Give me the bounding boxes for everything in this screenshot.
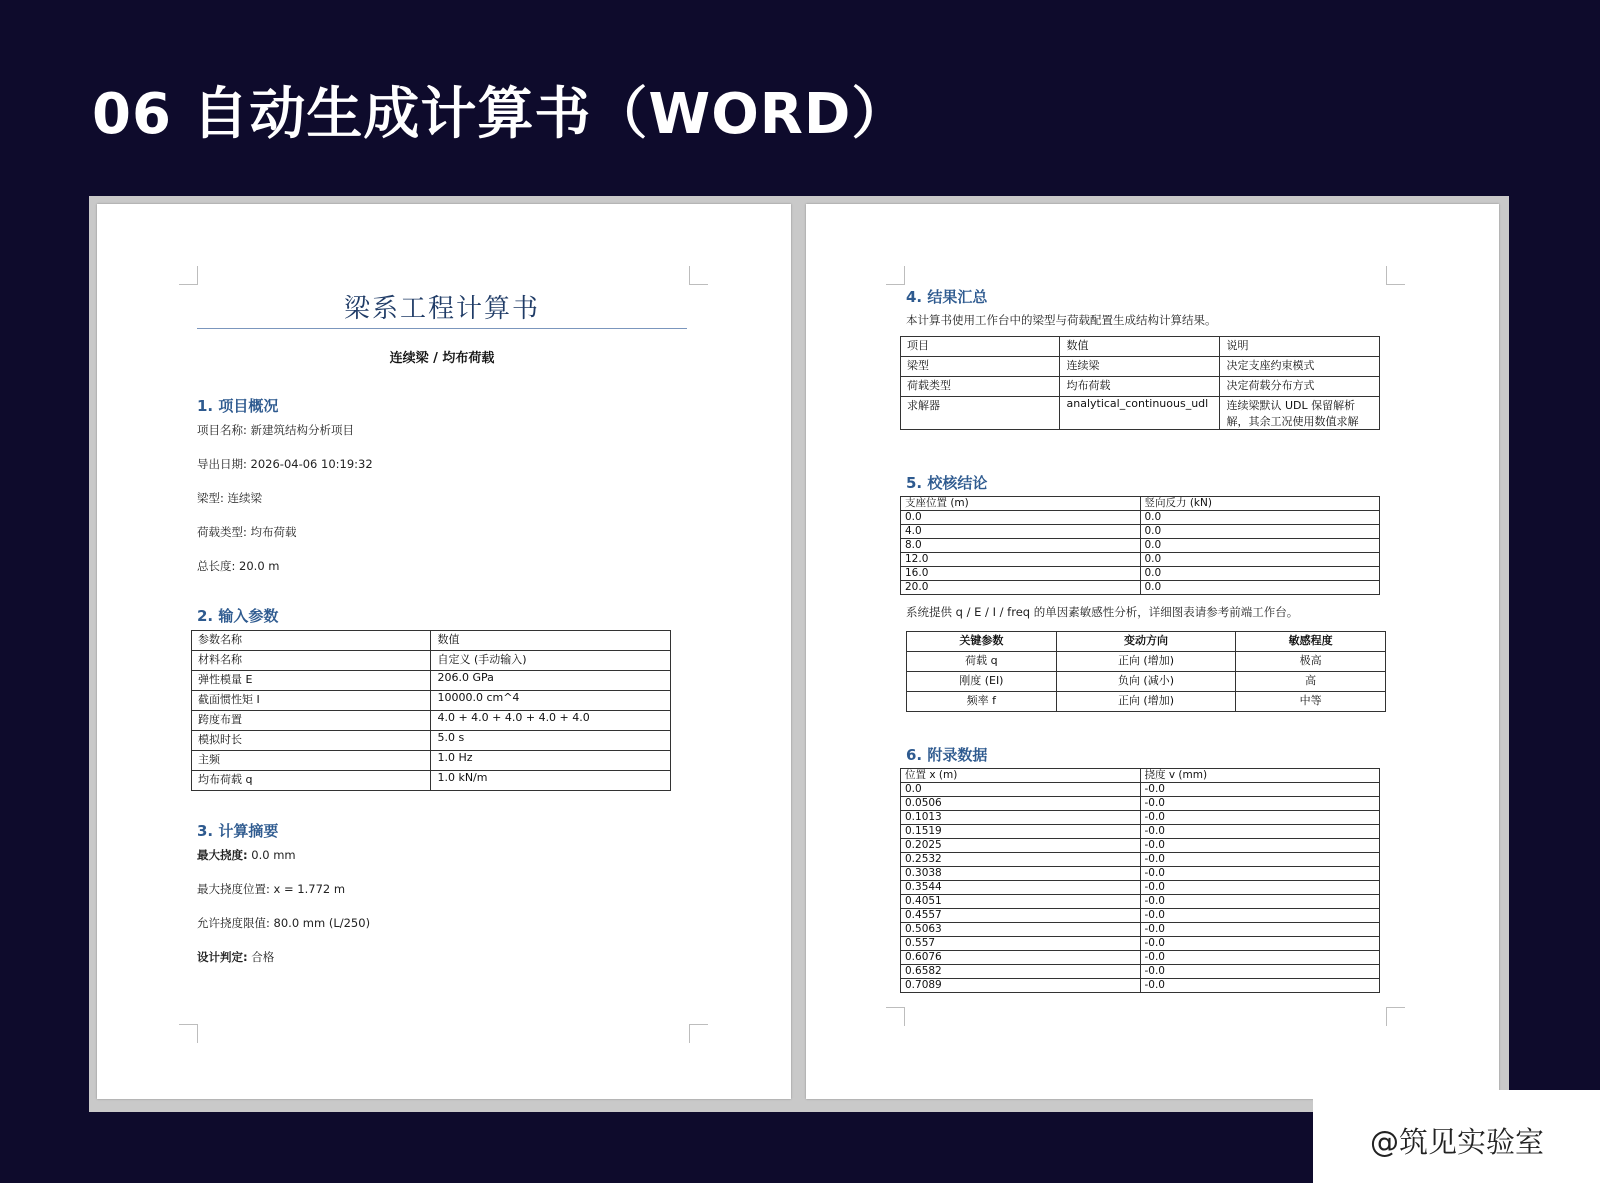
table-cell: 敏感程度 bbox=[1236, 632, 1386, 652]
document-subtitle: 连续梁 / 均布荷载 bbox=[389, 351, 495, 366]
watermark-text: @筑见实验室 bbox=[1370, 1125, 1545, 1159]
table-cell: 0.1013 bbox=[901, 811, 1141, 825]
beam-type-line: 梁型: 连续梁 bbox=[197, 491, 263, 505]
table-cell: 0.0 bbox=[1140, 539, 1380, 553]
table-cell: 位置 x (m) bbox=[901, 769, 1141, 783]
margin-mark bbox=[886, 266, 905, 285]
table-row bbox=[901, 839, 1380, 853]
table-row bbox=[901, 797, 1380, 811]
table-row bbox=[901, 923, 1380, 937]
table-row bbox=[907, 672, 1386, 692]
table-row bbox=[901, 979, 1380, 993]
table-cell: 12.0 bbox=[901, 553, 1141, 567]
appendix-data-table bbox=[900, 768, 1380, 993]
load-type-line: 荷载类型: 均布荷载 bbox=[197, 525, 297, 539]
table-cell: 荷载 q bbox=[907, 652, 1057, 672]
table-row bbox=[192, 731, 671, 751]
table-row bbox=[901, 357, 1380, 377]
table-cell: 高 bbox=[1236, 672, 1386, 692]
table-cell: 0.3544 bbox=[901, 881, 1141, 895]
table-cell: 求解器 bbox=[901, 397, 1060, 430]
table-cell: 0.0 bbox=[901, 783, 1141, 797]
table-cell: 0.5063 bbox=[901, 923, 1141, 937]
table-cell: 中等 bbox=[1236, 692, 1386, 712]
table-row bbox=[901, 525, 1380, 539]
table-cell: 0.2532 bbox=[901, 853, 1141, 867]
project-name-line: 项目名称: 新建筑结构分析项目 bbox=[197, 423, 355, 437]
watermark-box bbox=[1313, 1090, 1600, 1183]
table-cell: 0.2025 bbox=[901, 839, 1141, 853]
sensitivity-note: 系统提供 q / E / I / freq 的单因素敏感性分析，详细图表请参考前端工作台。 bbox=[906, 605, 1299, 619]
document-page-1 bbox=[97, 204, 791, 1099]
table-cell: 参数名称 bbox=[192, 631, 431, 651]
table-row bbox=[901, 377, 1380, 397]
table-cell: 荷载类型 bbox=[901, 377, 1060, 397]
section-heading: 2. 输入参数 bbox=[197, 607, 279, 625]
max-deflection-position-line: 最大挠度位置: x = 1.772 m bbox=[197, 882, 346, 896]
table-cell: 截面惯性矩 I bbox=[192, 691, 431, 711]
table-row bbox=[901, 881, 1380, 895]
table-row bbox=[901, 581, 1380, 595]
table-row bbox=[901, 825, 1380, 839]
table-cell: 决定支座约束模式 bbox=[1220, 357, 1380, 377]
table-cell: 0.0 bbox=[1140, 567, 1380, 581]
table-cell: 0.557 bbox=[901, 937, 1141, 951]
max-deflection-line bbox=[197, 847, 296, 863]
table-cell: 刚度 (EI) bbox=[907, 672, 1057, 692]
section-heading: 5. 校核结论 bbox=[906, 474, 988, 492]
support-reactions-table bbox=[900, 496, 1380, 595]
table-cell: 0.0 bbox=[1140, 553, 1380, 567]
table-cell: -0.0 bbox=[1140, 979, 1380, 993]
table-cell: 说明 bbox=[1220, 337, 1380, 357]
table-cell: 10000.0 cm^4 bbox=[431, 691, 671, 711]
table-cell: 挠度 v (mm) bbox=[1140, 769, 1380, 783]
margin-mark bbox=[1386, 1007, 1405, 1026]
table-row bbox=[901, 867, 1380, 881]
table-cell: 0.3038 bbox=[901, 867, 1141, 881]
table-cell: -0.0 bbox=[1140, 797, 1380, 811]
table-cell: 0.6582 bbox=[901, 965, 1141, 979]
table-cell: 0.0506 bbox=[901, 797, 1141, 811]
table-cell: 4.0 + 4.0 + 4.0 + 4.0 + 4.0 bbox=[431, 711, 671, 731]
table-row bbox=[192, 691, 671, 711]
table-cell: 0.7089 bbox=[901, 979, 1141, 993]
table-row bbox=[192, 651, 671, 671]
table-cell: 正向 (增加) bbox=[1056, 652, 1236, 672]
table-cell: -0.0 bbox=[1140, 881, 1380, 895]
section-heading: 6. 附录数据 bbox=[906, 746, 988, 764]
table-row bbox=[192, 751, 671, 771]
table-cell: 数值 bbox=[1060, 337, 1220, 357]
line-value: 0.0 mm bbox=[247, 848, 296, 862]
table-cell: 0.0 bbox=[1140, 525, 1380, 539]
table-cell: -0.0 bbox=[1140, 783, 1380, 797]
table-cell: 均布荷载 bbox=[1060, 377, 1220, 397]
table-header-row bbox=[192, 631, 671, 651]
table-cell: -0.0 bbox=[1140, 951, 1380, 965]
table-cell: -0.0 bbox=[1140, 853, 1380, 867]
section-heading: 4. 结果汇总 bbox=[906, 288, 988, 306]
table-row bbox=[901, 567, 1380, 581]
table-cell: 0.0 bbox=[901, 511, 1141, 525]
table-header-row bbox=[907, 632, 1386, 652]
table-row bbox=[901, 909, 1380, 923]
table-cell: -0.0 bbox=[1140, 909, 1380, 923]
table-cell: 自定义 (手动输入) bbox=[431, 651, 671, 671]
margin-mark bbox=[179, 1024, 198, 1043]
margin-mark bbox=[886, 1007, 905, 1026]
table-cell: 频率 f bbox=[907, 692, 1057, 712]
table-cell: -0.0 bbox=[1140, 923, 1380, 937]
total-length-line: 总长度: 20.0 m bbox=[197, 559, 280, 573]
table-cell: -0.0 bbox=[1140, 895, 1380, 909]
table-row bbox=[192, 711, 671, 731]
table-row bbox=[192, 771, 671, 791]
table-cell: 决定荷载分布方式 bbox=[1220, 377, 1380, 397]
table-cell: 材料名称 bbox=[192, 651, 431, 671]
table-cell: 主频 bbox=[192, 751, 431, 771]
input-params-table bbox=[191, 630, 671, 791]
table-cell: 0.4557 bbox=[901, 909, 1141, 923]
table-cell: 0.4051 bbox=[901, 895, 1141, 909]
table-cell: 梁型 bbox=[901, 357, 1060, 377]
margin-mark bbox=[689, 266, 708, 285]
table-cell: 关键参数 bbox=[907, 632, 1057, 652]
table-cell: 负向 (减小) bbox=[1056, 672, 1236, 692]
table-cell: 连续梁默认 UDL 保留解析解，其余工况使用数值求解 bbox=[1220, 397, 1380, 430]
line-value: 合格 bbox=[247, 950, 275, 964]
table-row bbox=[901, 895, 1380, 909]
table-row bbox=[901, 783, 1380, 797]
table-row bbox=[901, 937, 1380, 951]
table-cell: -0.0 bbox=[1140, 965, 1380, 979]
table-cell: 16.0 bbox=[901, 567, 1141, 581]
table-cell: 206.0 GPa bbox=[431, 671, 671, 691]
table-cell: 0.1519 bbox=[901, 825, 1141, 839]
document-page-2 bbox=[806, 204, 1499, 1099]
table-cell: 5.0 s bbox=[431, 731, 671, 751]
table-row bbox=[907, 692, 1386, 712]
allowable-deflection-line: 允许挠度限值: 80.0 mm (L/250) bbox=[197, 916, 371, 930]
table-row bbox=[901, 853, 1380, 867]
table-cell: -0.0 bbox=[1140, 811, 1380, 825]
table-row bbox=[901, 951, 1380, 965]
table-row bbox=[901, 811, 1380, 825]
table-cell: 变动方向 bbox=[1056, 632, 1236, 652]
table-cell: 支座位置 (m) bbox=[901, 497, 1141, 511]
table-cell: 20.0 bbox=[901, 581, 1141, 595]
section-heading: 3. 计算摘要 bbox=[197, 822, 279, 840]
table-cell: analytical_continuous_udl bbox=[1060, 397, 1220, 430]
table-cell: -0.0 bbox=[1140, 825, 1380, 839]
table-cell: -0.0 bbox=[1140, 937, 1380, 951]
table-cell: 跨度布置 bbox=[192, 711, 431, 731]
table-cell: 4.0 bbox=[901, 525, 1141, 539]
document-title: 梁系工程计算书 bbox=[343, 294, 540, 324]
table-cell: 8.0 bbox=[901, 539, 1141, 553]
table-cell: 正向 (增加) bbox=[1056, 692, 1236, 712]
table-row bbox=[192, 671, 671, 691]
line-label: 设计判定: bbox=[197, 950, 248, 964]
margin-mark bbox=[689, 1024, 708, 1043]
table-cell: 竖向反力 (kN) bbox=[1140, 497, 1380, 511]
results-summary-table bbox=[900, 336, 1380, 430]
line-label: 最大挠度: bbox=[197, 848, 248, 862]
sensitivity-table bbox=[906, 631, 1386, 712]
results-intro: 本计算书使用工作台中的梁型与荷载配置生成结构计算结果。 bbox=[906, 313, 1217, 327]
table-cell: 0.6076 bbox=[901, 951, 1141, 965]
table-cell: 1.0 Hz bbox=[431, 751, 671, 771]
design-verdict-line bbox=[197, 949, 274, 965]
table-cell: -0.0 bbox=[1140, 867, 1380, 881]
table-cell: 0.0 bbox=[1140, 581, 1380, 595]
margin-mark bbox=[1386, 266, 1405, 285]
document-viewer[interactable] bbox=[89, 196, 1509, 1112]
table-header-row bbox=[901, 337, 1380, 357]
table-row bbox=[901, 965, 1380, 979]
export-date-line: 导出日期: 2026-04-06 10:19:32 bbox=[197, 457, 373, 471]
table-cell: 1.0 kN/m bbox=[431, 771, 671, 791]
title-rule bbox=[197, 328, 687, 329]
table-cell: 极高 bbox=[1236, 652, 1386, 672]
table-cell: 项目 bbox=[901, 337, 1060, 357]
margin-mark bbox=[179, 266, 198, 285]
section-heading: 1. 项目概况 bbox=[197, 397, 279, 415]
table-row bbox=[907, 652, 1386, 672]
slide-title: 06 自动生成计算书（WORD） bbox=[92, 82, 909, 147]
table-header-row bbox=[901, 769, 1380, 783]
table-row bbox=[901, 397, 1380, 430]
table-row bbox=[901, 553, 1380, 567]
table-cell: 0.0 bbox=[1140, 511, 1380, 525]
table-header-row bbox=[901, 497, 1380, 511]
table-row bbox=[901, 539, 1380, 553]
table-cell: 弹性模量 E bbox=[192, 671, 431, 691]
table-cell: 均布荷载 q bbox=[192, 771, 431, 791]
table-cell: 数值 bbox=[431, 631, 671, 651]
table-cell: 连续梁 bbox=[1060, 357, 1220, 377]
table-cell: -0.0 bbox=[1140, 839, 1380, 853]
table-cell: 模拟时长 bbox=[192, 731, 431, 751]
table-row bbox=[901, 511, 1380, 525]
